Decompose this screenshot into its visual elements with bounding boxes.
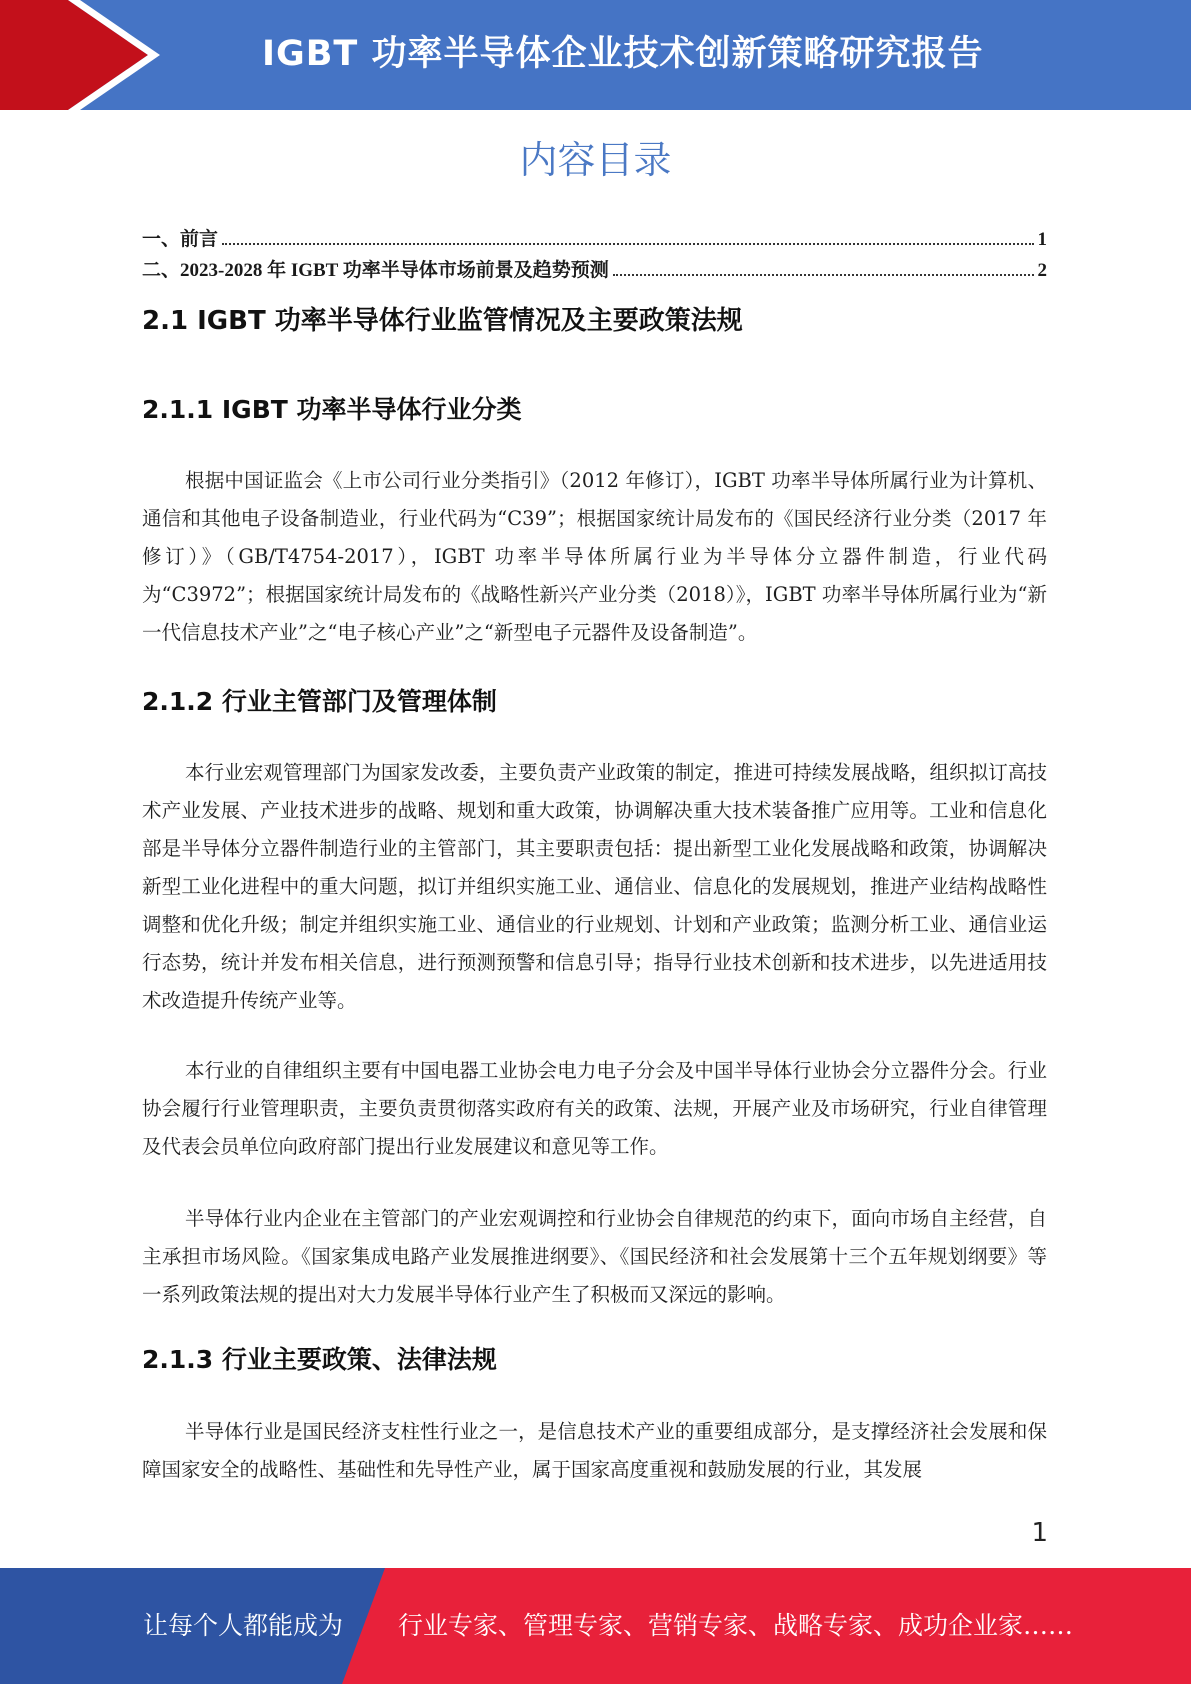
section-heading-2-1-3: 2.1.3 行业主要政策、法律法规: [142, 1345, 497, 1374]
paragraph-industry-classification: 根据中国证监会《上市公司行业分类指引》（2012 年修订），IGBT 功率半导体所属行业为计算机、通信和其他电子设备制造业，行业代码为“C39”；根据国家统计局发布的《国民经济行业分类（2017 年修订）》（GB/T4754-2017），IGBT 功率半导体所属行业为半导体分立器件制造，行业代码为“C3972”；根据国家统计局发布的《战略性新兴产业分类（2018）》，IGBT 功率半导体所属行业为“新一代信息技术产业”之“电子核心产业”之“新型电子元器件及设备制造”。: [142, 469, 1047, 644]
section-heading-2-1-1: 2.1.1 IGBT 功率半导体行业分类: [142, 395, 522, 424]
footer-slogan-right: 行业专家、管理专家、营销专家、战略专家、成功企业家……: [398, 1611, 1074, 1640]
toc-entry[interactable]: [142, 224, 1047, 250]
toc-title: 内容目录: [519, 138, 672, 182]
toc-leader-dots: [222, 243, 1033, 245]
toc-leader-dots: [613, 274, 1034, 276]
paragraph-regulatory-authority: 本行业宏观管理部门为国家发改委，主要负责产业政策的制定，推进可持续发展战略，组织拟订高技术产业发展、产业技术进步的战略、规划和重大政策，协调解决重大技术装备推广应用等。工业和信息化部是半导体分立器件制造行业的主管部门，其主要职责包括：提出新型工业化发展战略和政策，协调解决新型工业化进程中的重大问题，拟订并组织实施工业、通信业、信息化的发展规划，推进产业结构战略性调整和优化升级；制定并组织实施工业、通信业的行业规划、计划和产业政策；监测分析工业、通信业运行态势，统计并发布相关信息，进行预测预警和信息引导；指导行业技术创新和技术进步，以先进适用技术改造提升传统产业等。: [142, 761, 1047, 1012]
section-heading-2-1-2: 2.1.2 行业主管部门及管理体制: [142, 687, 497, 716]
section-heading-2-1: 2.1 IGBT 功率半导体行业监管情况及主要政策法规: [142, 306, 743, 336]
paragraph-industry-association: 本行业的自律组织主要有中国电器工业协会电力电子分会及中国半导体行业协会分立器件分会。行业协会履行行业管理职责，主要负责贯彻落实政府有关的政策、法规，开展产业及市场研究，行业自律管理及代表会员单位向政府部门提出行业发展建议和意见等工作。: [142, 1059, 1047, 1158]
toc-entry-label: 二、2023-2028 年 IGBT 功率半导体市场前景及趋势预测: [142, 260, 609, 281]
toc-entry-page: 1: [1037, 229, 1047, 250]
report-title: IGBT 功率半导体企业技术创新策略研究报告: [262, 34, 984, 74]
toc-entry-page: 2: [1037, 260, 1047, 281]
toc-entry[interactable]: [142, 255, 1047, 281]
toc-entry-label: 一、前言: [142, 229, 219, 250]
footer-slogan-left: 让每个人都能成为: [143, 1611, 344, 1640]
paragraph-market-operation: 半导体行业内企业在主管部门的产业宏观调控和行业协会自律规范的约束下，面向市场自主经营，自主承担市场风险。《国家集成电路产业发展推进纲要》、《国民经济和社会发展第十三个五年规划纲要》等一系列政策法规的提出对大力发展半导体行业产生了积极而又深远的影响。: [142, 1207, 1047, 1306]
footer-banner: [0, 1568, 1191, 1684]
page-number: 1: [1031, 1518, 1048, 1548]
header-banner: [0, 0, 1191, 110]
paragraph-policy-overview: 半导体行业是国民经济支柱性行业之一，是信息技术产业的重要组成部分，是支撑经济社会发展和保障国家安全的战略性、基础性和先导性产业，属于国家高度重视和鼓励发展的行业，其发展: [142, 1420, 1047, 1481]
